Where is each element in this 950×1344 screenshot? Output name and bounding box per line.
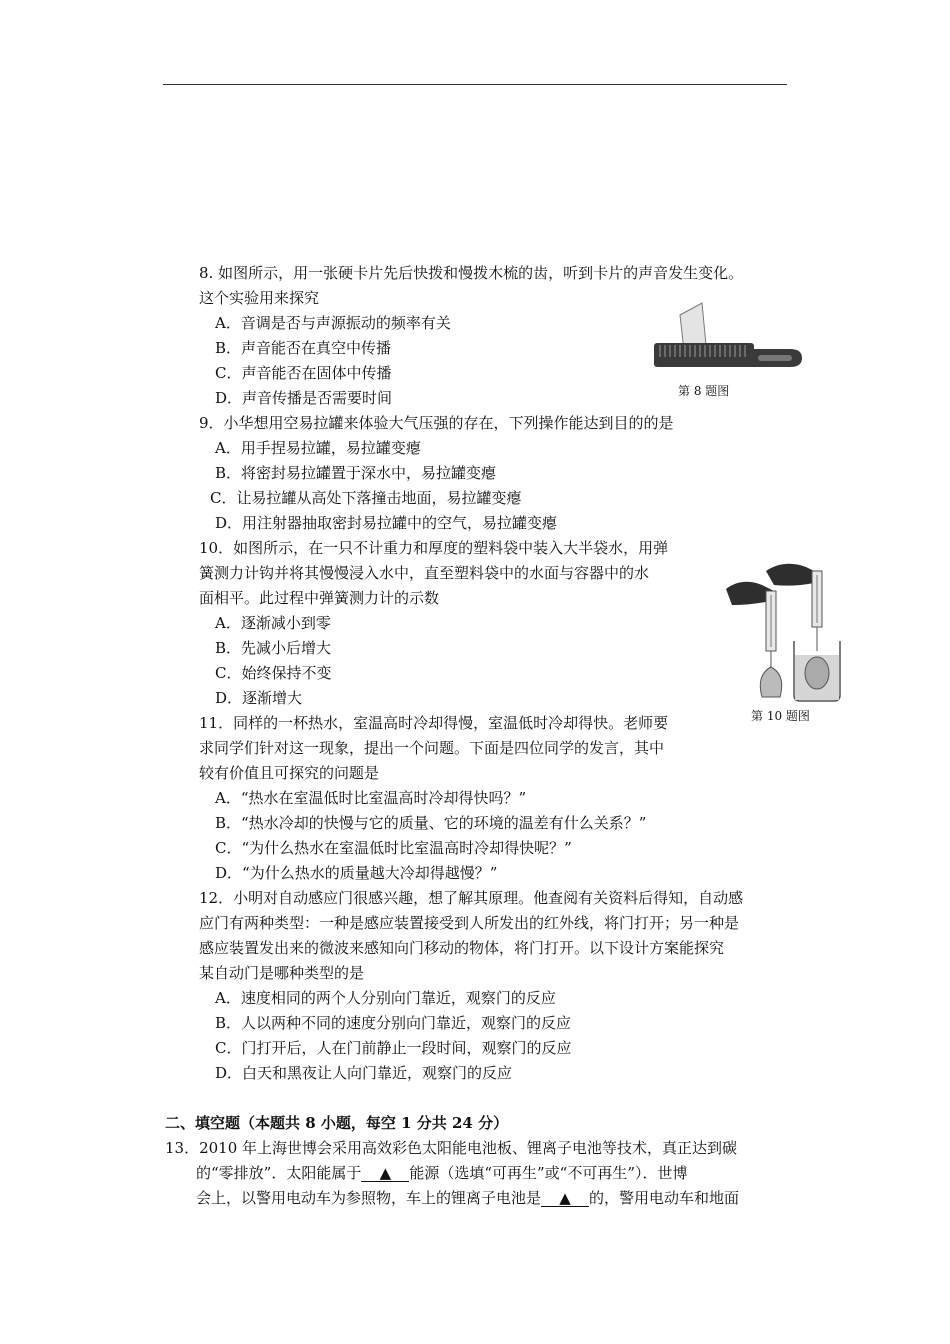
q11-stem-line-3: 较有价值且可探究的问题是 [199, 764, 380, 782]
section-2-heading: 二、填空题（本题共 8 小题，每空 1 分共 24 分） [165, 1114, 509, 1132]
q8-comb-card-figure [650, 295, 805, 380]
q12-stem-line-3: 感应装置发出来的微波来感知向门移动的物体，将门打开。以下设计方案能探究 [199, 939, 725, 957]
q13-line-2 [196, 1163, 688, 1183]
q12-stem-line-4: 某自动门是哪种类型的是 [199, 964, 365, 982]
q8-option-a[interactable]: A．音调是否与声源振动的频率有关 [215, 314, 451, 332]
q10-figure-caption: 第 10 题图 [751, 709, 810, 723]
q13-line-1: 13．2010 年上海世博会采用高效彩色太阳能电池板、锂离子电池等技术，真正达到碳 [165, 1139, 738, 1157]
q10-stem-line-1: 10．如图所示，在一只不计重力和厚度的塑料袋中装入大半袋水，用弹 [199, 539, 669, 557]
q9-option-a[interactable]: A．用手捏易拉罐，易拉罐变瘪 [215, 439, 421, 457]
q11-option-c[interactable]: C．“为什么热水在室温低时比室温高时冷却得快呢？” [215, 839, 572, 857]
header-rule [163, 84, 787, 85]
q9-stem: 9．小华想用空易拉罐来体验大气压强的存在，下列操作能达到目的的是 [199, 414, 674, 432]
q9-option-c[interactable]: C．让易拉罐从高处下落撞击地面，易拉罐变瘪 [210, 489, 522, 507]
q8-option-c[interactable]: C．声音能否在固体中传播 [215, 364, 392, 382]
q8-stem-line-2: 这个实验用来探究 [199, 289, 320, 307]
q11-stem-line-1: 11．同样的一杯热水，室温高时冷却得慢，室温低时冷却得快。老师要 [199, 714, 669, 732]
q13-blank-2[interactable]: ▲ [541, 1190, 589, 1207]
q8-option-d[interactable]: D．声音传播是否需要时间 [215, 389, 393, 407]
q9-option-b[interactable]: B．将密封易拉罐置于深水中，易拉罐变瘪 [215, 464, 497, 482]
q10-stem-line-3: 面相平。此过程中弹簧测力计的示数 [199, 589, 440, 607]
q10-option-b[interactable]: B．先减小后增大 [215, 639, 332, 657]
q13-line-3-start: 会上，以警用电动车为参照物，车上的锂离子电池是 [196, 1189, 542, 1207]
q12-option-a[interactable]: A．速度相同的两个人分别向门靠近，观察门的反应 [215, 989, 556, 1007]
q13-line-3 [196, 1188, 739, 1208]
q12-option-b[interactable]: B．人以两种不同的速度分别向门靠近，观察门的反应 [215, 1014, 572, 1032]
q8-option-b[interactable]: B．声音能否在真空中传播 [215, 339, 392, 357]
q12-stem-line-2: 应门有两种类型：一种是感应装置接受到人所发出的红外线，将门打开；另一种是 [199, 914, 740, 932]
q11-option-d[interactable]: D．“为什么热水的质量越大冷却得越慢？” [215, 864, 498, 882]
q8-stem-line-1: 8. 如图所示，用一张硬卡片先后快拨和慢拨木梳的齿，听到卡片的声音发生变化。 [199, 264, 744, 282]
q10-stem-line-2: 簧测力计钩并将其慢慢浸入水中，直至塑料袋中的水面与容器中的水 [199, 564, 650, 582]
q13-line-2-end: 能源（选填“可再生”或“不可再生”）．世博 [409, 1164, 688, 1182]
q10-option-d[interactable]: D．逐渐增大 [215, 689, 303, 707]
q13-line-2-start: 的“零排放”．太阳能属于 [196, 1164, 362, 1182]
q13-blank-1[interactable]: ▲ [361, 1165, 409, 1182]
q12-stem-line-1: 12．小明对自动感应门很感兴趣，想了解其原理。他查阅有关资料后得知，自动感 [199, 889, 744, 907]
q11-option-a[interactable]: A．“热水在室温低时比室温高时冷却得快吗？” [215, 789, 527, 807]
q12-option-c[interactable]: C．门打开后，人在门前静止一段时间，观察门的反应 [215, 1039, 572, 1057]
q9-option-d[interactable]: D．用注射器抽取密封易拉罐中的空气，易拉罐变瘪 [215, 514, 558, 532]
q11-stem-line-2: 求同学们针对这一现象，提出一个问题。下面是四位同学的发言，其中 [199, 739, 665, 757]
q10-spring-scale-figure [722, 555, 842, 705]
q11-option-b[interactable]: B．“热水冷却的快慢与它的质量、它的环境的温差有什么关系？” [215, 814, 647, 832]
q12-option-d[interactable]: D．白天和黑夜让人向门靠近，观察门的反应 [215, 1064, 513, 1082]
q13-line-3-end: 的，警用电动车和地面 [589, 1189, 740, 1207]
q10-option-c[interactable]: C．始终保持不变 [215, 664, 332, 682]
q8-figure-caption: 第 8 题图 [678, 384, 730, 398]
q10-option-a[interactable]: A．逐渐减小到零 [215, 614, 331, 632]
